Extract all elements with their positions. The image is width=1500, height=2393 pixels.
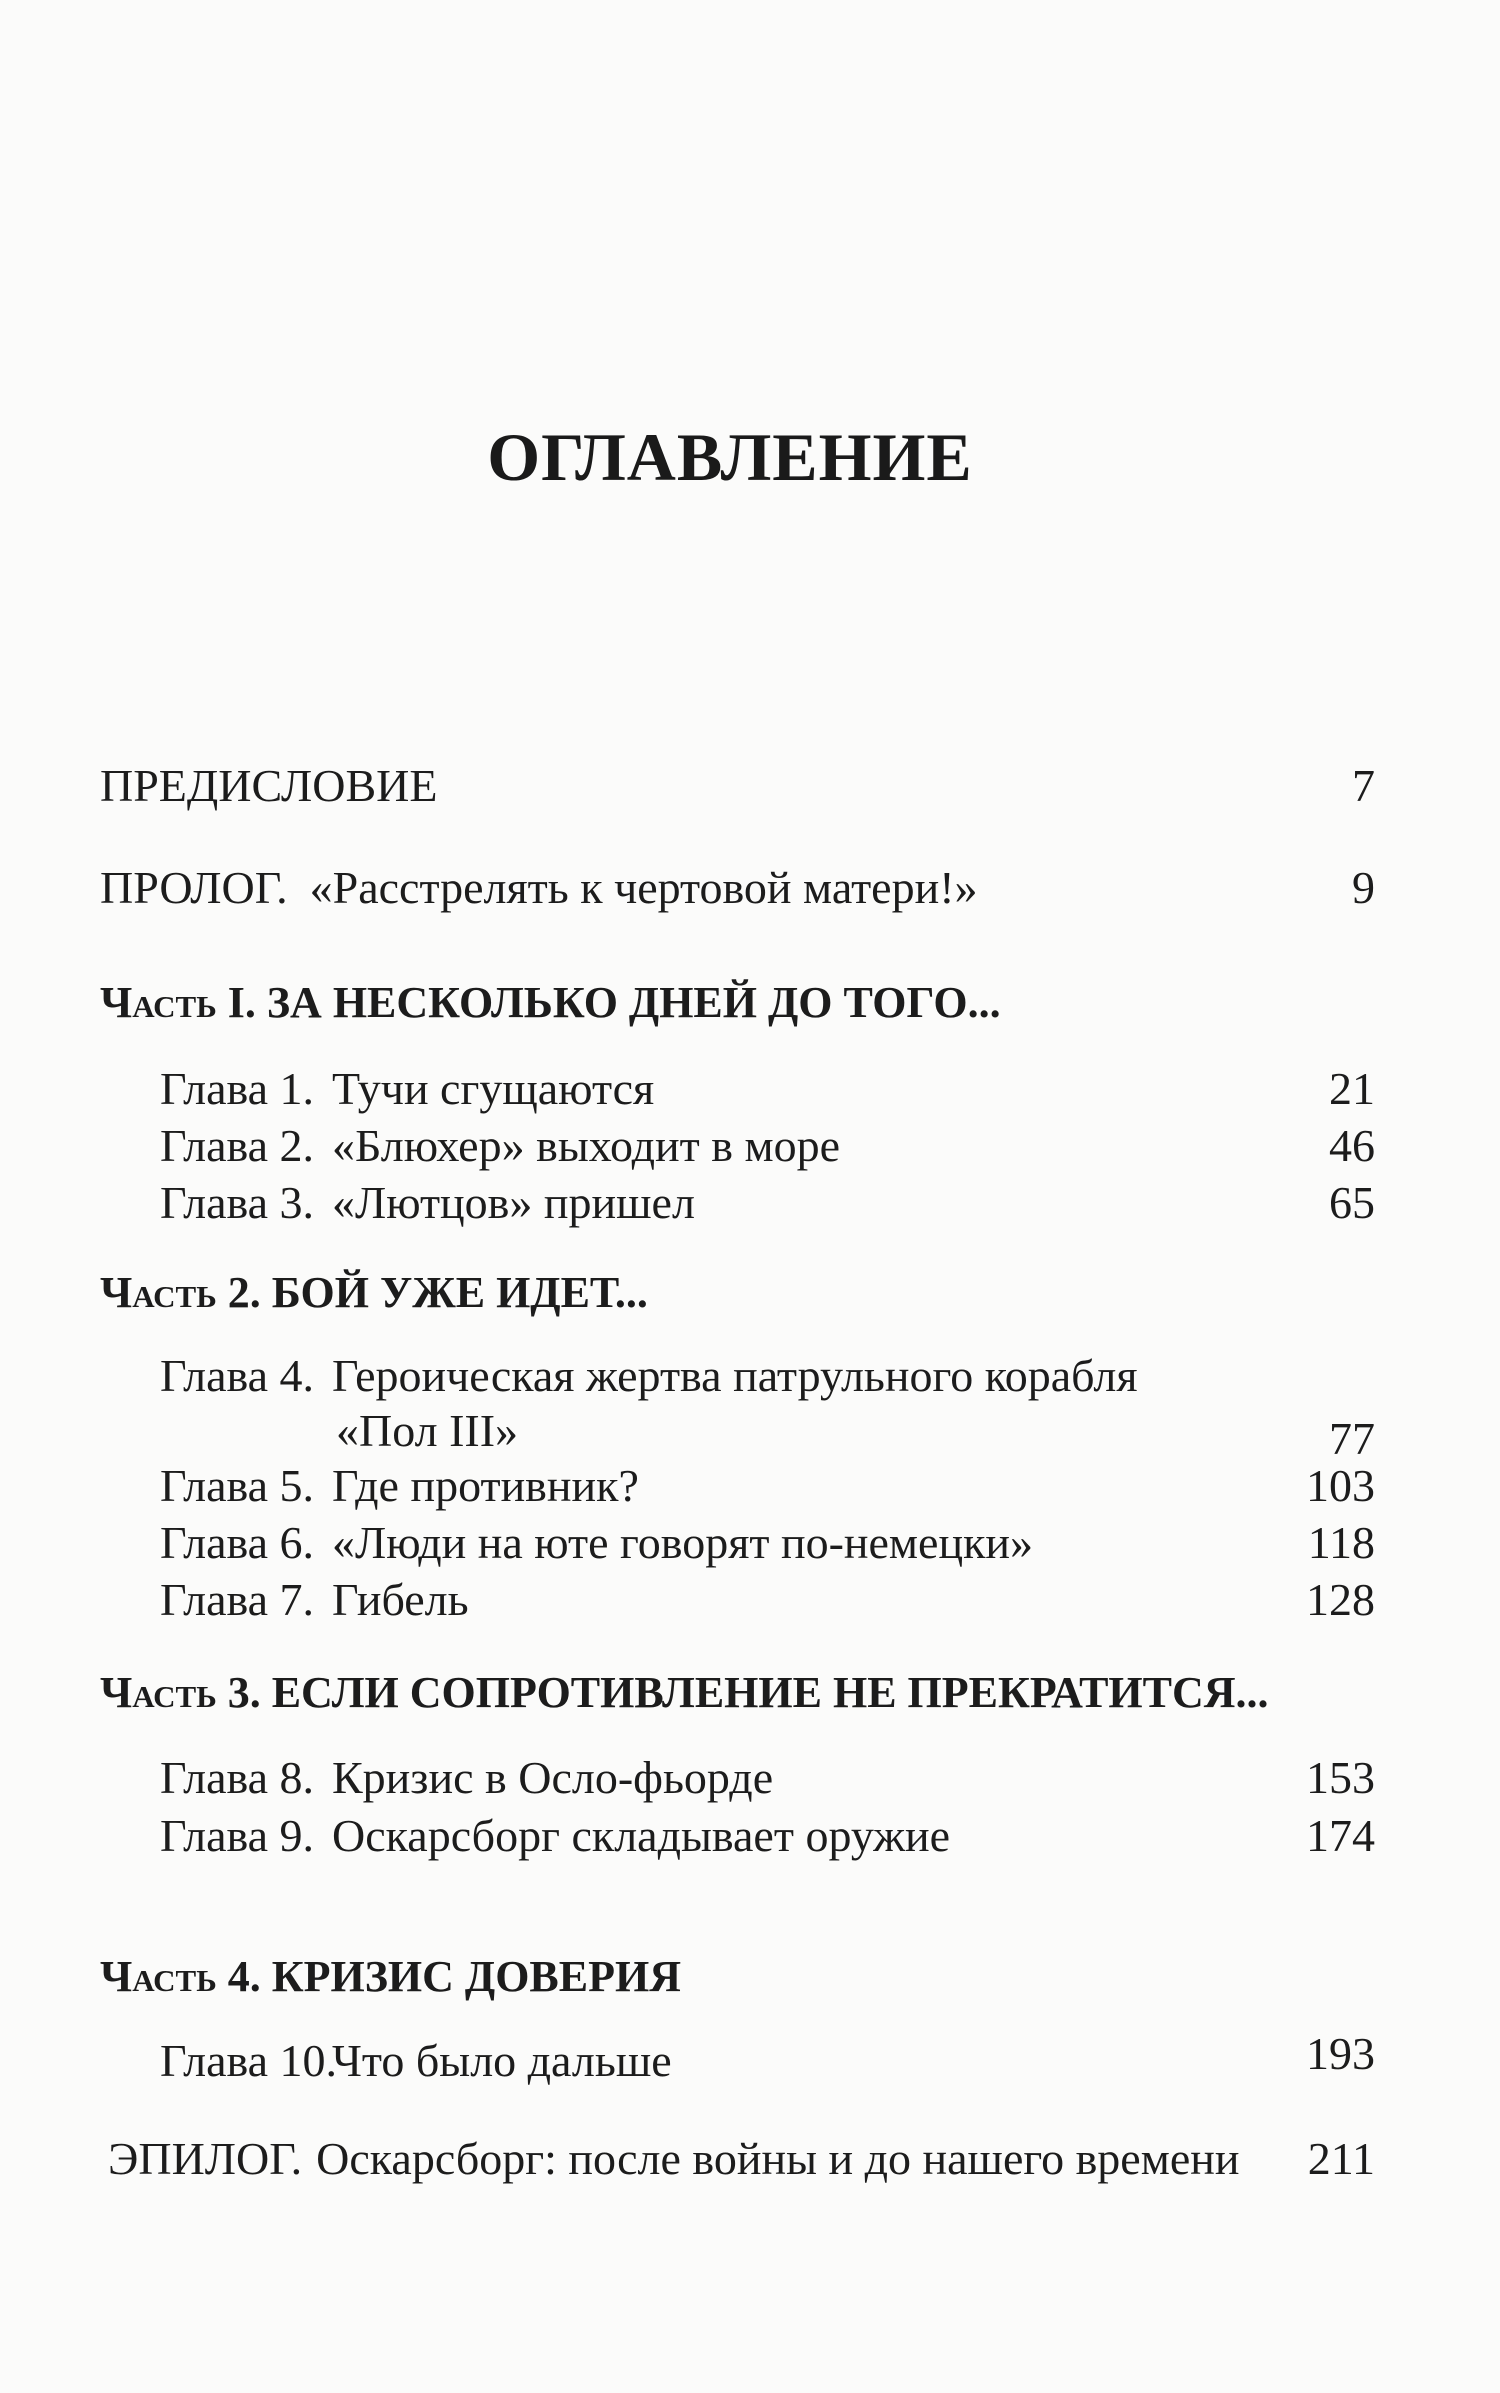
- toc-entry-prologue: [100, 862, 978, 915]
- chapter-title: «Блюхер» выходит в море: [332, 1120, 841, 1171]
- part-heading-1: [100, 978, 1001, 1029]
- toc-entry-chapter-1: [160, 1063, 654, 1116]
- toc-entry-preface: [100, 760, 437, 813]
- chapter-title: Где противник?: [332, 1460, 639, 1511]
- part-number: 4.: [227, 1952, 261, 2001]
- chapter-title: Тучи сгущаются: [332, 1063, 655, 1114]
- toc-entry-chapter-10: [160, 2035, 672, 2088]
- chapter-title: Оскарсборг складывает оружие: [332, 1810, 951, 1861]
- page-number: 128: [1306, 1574, 1375, 1625]
- part-word: Часть: [100, 1268, 217, 1317]
- toc-entry-chapter-3: [160, 1177, 695, 1230]
- toc-entry-chapter-7: [160, 1574, 469, 1627]
- page-number: 65: [1329, 1177, 1375, 1228]
- page-number: 118: [1307, 1517, 1375, 1568]
- page-number: 21: [1329, 1063, 1375, 1114]
- toc-entry-chapter-4: [160, 1350, 1138, 1403]
- part-heading-4: [100, 1952, 681, 2003]
- chapter-label: Глава 9.: [160, 1810, 315, 1861]
- page-number: 211: [1307, 2133, 1375, 2184]
- part-title: КРИЗИС ДОВЕРИЯ: [271, 1952, 682, 2001]
- page-number: 77: [1329, 1413, 1375, 1464]
- part-word: Часть: [100, 1668, 217, 1717]
- toc-entry-chapter-2: [160, 1120, 840, 1173]
- part-number: 2.: [227, 1268, 261, 1317]
- page-number: 193: [1306, 2028, 1375, 2079]
- chapter-title-continuation: «Пол III»: [336, 1405, 519, 1456]
- toc-entry-chapter-5: [160, 1460, 639, 1513]
- chapter-title: Гибель: [332, 1574, 469, 1625]
- toc-entry-epilogue: [108, 2133, 1240, 2186]
- entry-label: ПРЕДИСЛОВИЕ: [100, 760, 438, 811]
- entry-title: Оскарсборг: после войны и до нашего времени: [316, 2133, 1240, 2184]
- entry-title: «Расстрелять к чертовой матери!»: [309, 862, 978, 913]
- page-number: 174: [1306, 1810, 1375, 1861]
- chapter-label: Глава 8.: [160, 1752, 315, 1803]
- part-number: 3.: [227, 1668, 261, 1717]
- chapter-label: Глава 1.: [160, 1063, 315, 1114]
- part-title: ЗА НЕСКОЛЬКО ДНЕЙ ДО ТОГО...: [266, 978, 1001, 1027]
- chapter-label: Глава 10.: [160, 2035, 338, 2086]
- part-word: Часть: [100, 978, 217, 1027]
- chapter-label: Глава 6.: [160, 1517, 315, 1568]
- part-title: БОЙ УЖЕ ИДЕТ...: [271, 1268, 648, 1317]
- part-word: Часть: [100, 1952, 217, 2001]
- part-number: I.: [227, 978, 256, 1027]
- part-heading-3: [100, 1668, 1269, 1719]
- chapter-title: «Люди на юте говорят по-немецки»: [332, 1517, 1034, 1568]
- page-number: 153: [1306, 1752, 1375, 1803]
- chapter-label: Глава 2.: [160, 1120, 315, 1171]
- chapter-title: Героическая жертва патрульного корабля: [332, 1350, 1138, 1401]
- page-number: 46: [1329, 1120, 1375, 1171]
- toc-entry-chapter-8: [160, 1752, 773, 1805]
- chapter-title: Что было дальше: [332, 2035, 672, 2086]
- page-number: 103: [1306, 1460, 1375, 1511]
- part-heading-2: [100, 1268, 648, 1319]
- chapter-label: Глава 5.: [160, 1460, 315, 1511]
- chapter-title: «Лютцов» пришел: [332, 1177, 695, 1228]
- page-number: 7: [1352, 760, 1375, 811]
- entry-label: ПРОЛОГ.: [100, 862, 288, 913]
- page-title: ОГЛАВЛЕНИЕ: [487, 419, 973, 495]
- chapter-label: Глава 4.: [160, 1350, 315, 1401]
- part-title: ЕСЛИ СОПРОТИВЛЕНИЕ НЕ ПРЕКРАТИТСЯ...: [271, 1668, 1269, 1717]
- toc-entry-chapter-6: [160, 1517, 1033, 1570]
- chapter-label: Глава 3.: [160, 1177, 315, 1228]
- page-number: 9: [1352, 862, 1375, 913]
- chapter-title: Кризис в Осло-фьорде: [332, 1752, 774, 1803]
- entry-label: ЭПИЛОГ.: [108, 2133, 303, 2184]
- toc-entry-chapter-9: [160, 1810, 950, 1863]
- chapter-label: Глава 7.: [160, 1574, 315, 1625]
